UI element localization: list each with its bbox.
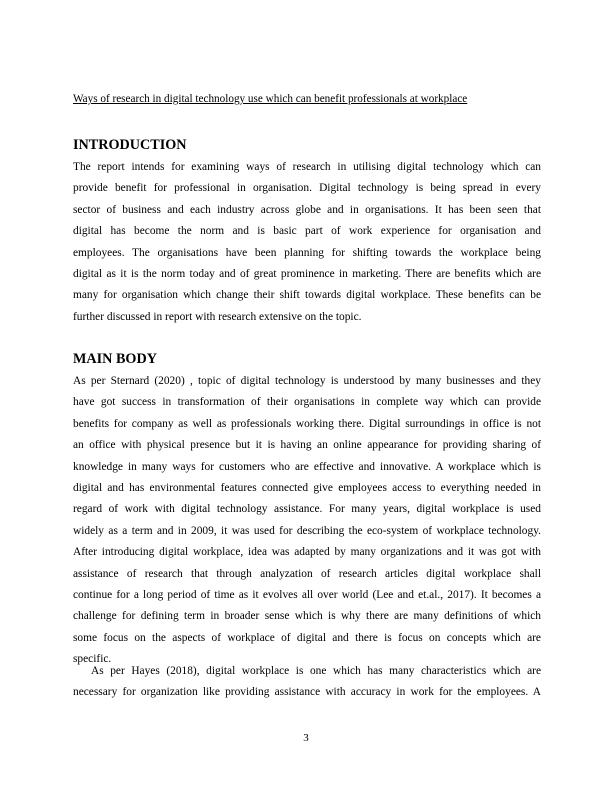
- text-line: regard of work with digital technology assistance. For many years, digital workplace is used: [73, 503, 541, 516]
- document-title: Ways of research in digital technology use which can benefit professionals at workplace: [73, 93, 468, 105]
- text-line: digital and has environmental features connected give employees access to everything needed in: [73, 482, 541, 495]
- text-line: The report intends for examining ways of research in utilising digital technology which can: [73, 161, 541, 173]
- text-line: knowledge in many ways for customers who are effective and innovative. A workplace which is: [73, 460, 541, 473]
- text-line: further discussed in report with research extensive on the topic.: [73, 310, 362, 323]
- main-body-paragraph-2: [73, 661, 541, 704]
- main-body-paragraph-1: [73, 371, 541, 671]
- text-line: As per Hayes (2018), digital workplace is one which has many characteristics which are: [91, 665, 541, 677]
- text-line: After introducing digital workplace, idea was adapted by many organizations and it was got with: [73, 546, 541, 559]
- text-line: employees. The organisations have been planning for shifting towards the workplace being: [73, 246, 541, 259]
- text-line: digital has become the norm and is basic part of work experience for organisation and: [73, 225, 541, 238]
- text-line: As per Sternard (2020) , topic of digital technology is understood by many businesses and they: [73, 375, 541, 387]
- text-line: provide benefit for professional in organisation. Digital technology is being spread in every: [73, 182, 541, 195]
- text-line: an office with physical presence but it is having an online appearance for providing sharing of: [73, 439, 541, 452]
- text-line: continue for a long period of time as it evolves all over world (Lee and et.al., 2017). It becomes a: [73, 589, 541, 602]
- text-line: many for organisation which change their shift towards digital workplace. These benefits can be: [73, 289, 541, 302]
- text-line: have got success in transformation of their organisations in complete way which can provide: [73, 396, 541, 409]
- text-line: assistance of research that through analyzation of research articles digital workplace shall: [73, 567, 541, 580]
- text-line: challenge for defining term in broader sense which is why there are many definitions of which: [73, 610, 541, 623]
- text-line: widely as a term and in 2009, it was used for describing the eco-system of workplace technology.: [73, 524, 541, 537]
- main-body-heading: MAIN BODY: [73, 351, 157, 367]
- text-line: benefits for company as well as professionals working there. Digital surroundings in office is not: [73, 417, 541, 430]
- introduction-heading: INTRODUCTION: [73, 137, 187, 153]
- page-number: 3: [303, 732, 309, 744]
- text-line: sector of business and each industry across globe and in organisations. It has been seen that: [73, 203, 541, 216]
- text-line: some focus on the aspects of workplace of digital and there is focus on concepts which are: [73, 631, 541, 644]
- text-line: necessary for organization like providing assistance with accuracy in work for the employees. A: [73, 686, 541, 699]
- introduction-paragraph: [73, 157, 541, 328]
- text-line: specific.: [73, 653, 112, 666]
- text-line: digital as it is the norm today and of great prominence in marketing. There are benefits which are: [73, 268, 541, 281]
